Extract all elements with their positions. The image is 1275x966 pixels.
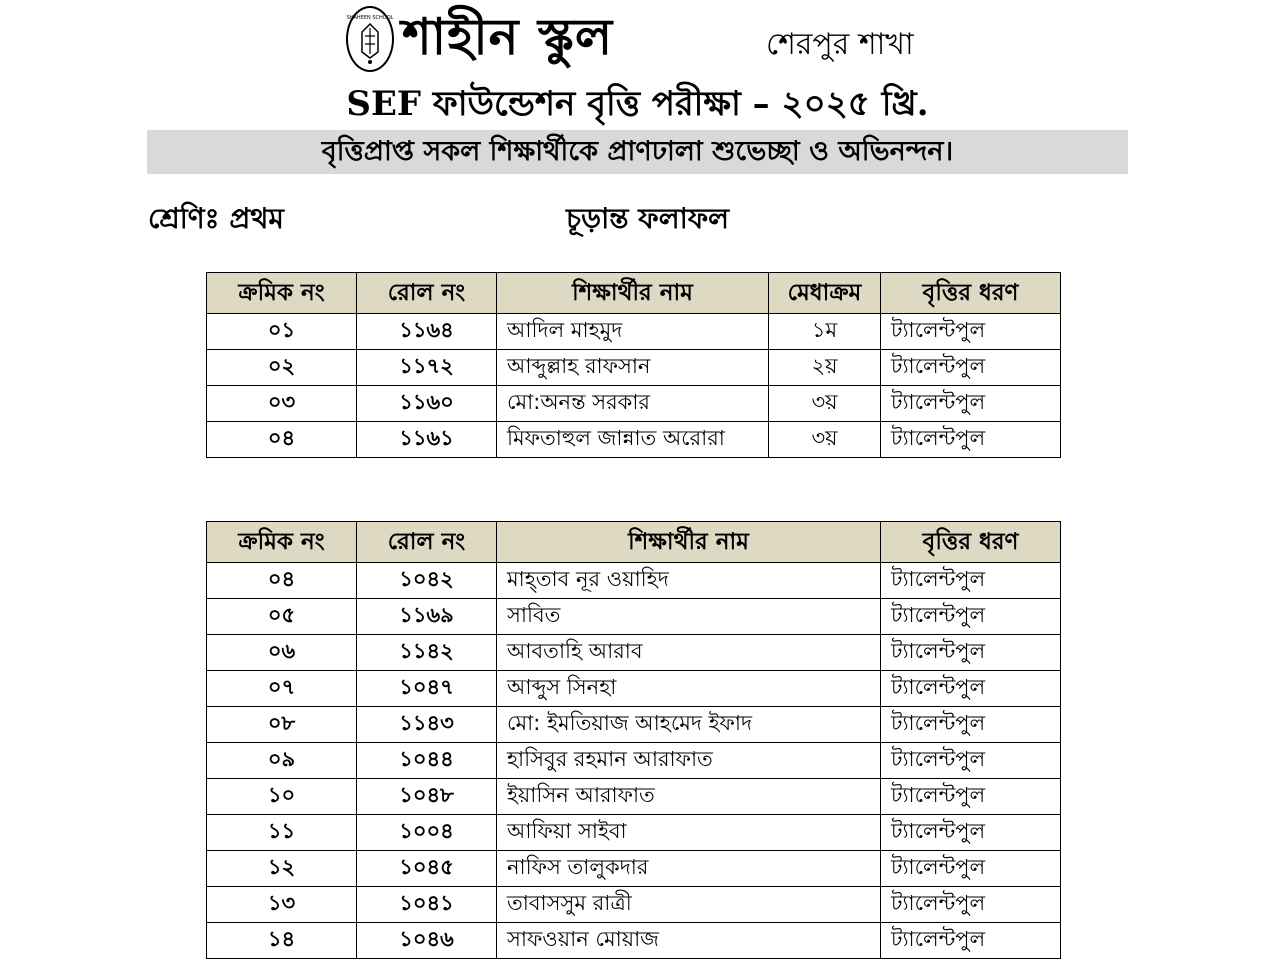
exam-title: SEF ফাউন্ডেশন বৃত্তি পরীক্ষা – ২০২৫ খ্রি. [346, 84, 929, 124]
table-cell: তাবাসসুম রাত্রী [497, 887, 881, 923]
branch-name: শেরপুর শাখা [766, 27, 914, 62]
table-header-row [207, 522, 1061, 563]
table-row [207, 707, 1061, 743]
table-cell: ১০৪৭ [357, 671, 497, 707]
column-header: রোল নং [357, 273, 497, 314]
table-cell: ২য় [769, 350, 881, 386]
column-header: ক্রমিক নং [207, 522, 357, 563]
table-cell: ১ম [769, 314, 881, 350]
table-row [207, 599, 1061, 635]
table-cell: ০২ [207, 350, 357, 386]
table-cell: ০৬ [207, 635, 357, 671]
table-row [207, 422, 1061, 458]
table-cell: আবতাহি আরাব [497, 635, 881, 671]
table-cell: ০৭ [207, 671, 357, 707]
table-cell: আফিয়া সাইবা [497, 815, 881, 851]
table-cell: ১৪ [207, 923, 357, 959]
table-cell: ০৪ [207, 563, 357, 599]
table-cell: ইয়াসিন আরাফাত [497, 779, 881, 815]
column-header: রোল নং [357, 522, 497, 563]
table-cell: ট্যালেন্টপুল [881, 851, 1061, 887]
table-cell: ট্যালেন্টপুল [881, 743, 1061, 779]
table-row [207, 350, 1061, 386]
column-header: ক্রমিক নং [207, 273, 357, 314]
table-row [207, 386, 1061, 422]
table-cell: ট্যালেন্টপুল [881, 386, 1061, 422]
table-cell: ১০৪২ [357, 563, 497, 599]
table-cell: ১০৪৮ [357, 779, 497, 815]
column-header: শিক্ষার্থীর নাম [497, 273, 769, 314]
table-cell: ট্যালেন্টপুল [881, 563, 1061, 599]
table-cell: মাহ্‌তাব নূর ওয়াহিদ [497, 563, 881, 599]
talentpool-table [206, 521, 1061, 959]
table-row [207, 887, 1061, 923]
result-label: চূড়ান্ত ফলাফল [566, 202, 730, 235]
merit-table [206, 272, 1061, 458]
page-header [0, 0, 1275, 80]
table-row [207, 815, 1061, 851]
table-cell: মিফতাহুল জান্নাত অরোরা [497, 422, 769, 458]
table-cell: মো:অনন্ত সরকার [497, 386, 769, 422]
school-name: শাহীন স্কুল [402, 8, 614, 66]
logo-emblem-icon [346, 10, 394, 68]
table-cell: ৩য় [769, 422, 881, 458]
table-cell: মো: ইমতিয়াজ আহমেদ ইফাদ [497, 707, 881, 743]
table-cell: সাবিত [497, 599, 881, 635]
table-cell: আব্দুল্লাহ রাফসান [497, 350, 769, 386]
table-cell: ০১ [207, 314, 357, 350]
table-cell: ট্যালেন্টপুল [881, 314, 1061, 350]
column-header: মেধাক্রম [769, 273, 881, 314]
table-cell: ০৮ [207, 707, 357, 743]
table-cell: ১০০৪ [357, 815, 497, 851]
table-cell: ট্যালেন্টপুল [881, 887, 1061, 923]
table-cell: আব্দুস সিনহা [497, 671, 881, 707]
table-cell: ১১৬০ [357, 386, 497, 422]
table-cell: ট্যালেন্টপুল [881, 422, 1061, 458]
table-cell: ট্যালেন্টপুল [881, 707, 1061, 743]
table-cell: ১১৭২ [357, 350, 497, 386]
table-cell: ৩য় [769, 386, 881, 422]
table-cell: ট্যালেন্টপুল [881, 350, 1061, 386]
column-header: বৃত্তির ধরণ [881, 273, 1061, 314]
table-row [207, 851, 1061, 887]
table-cell: ১১ [207, 815, 357, 851]
class-label: শ্রেণিঃ প্রথম [148, 202, 284, 235]
table-cell: হাসিবুর রহমান আরাফাত [497, 743, 881, 779]
table-cell: ০৩ [207, 386, 357, 422]
table-cell: ট্যালেন্টপুল [881, 815, 1061, 851]
table-cell: ০৯ [207, 743, 357, 779]
school-logo [346, 6, 394, 72]
table-cell: ট্যালেন্টপুল [881, 779, 1061, 815]
table-cell: ১০৪৬ [357, 923, 497, 959]
table-row [207, 635, 1061, 671]
logo-text: SHAHEEN SCHOOL [346, 15, 394, 21]
table-row [207, 779, 1061, 815]
table-cell: ট্যালেন্টপুল [881, 923, 1061, 959]
table-cell: ১১৪৩ [357, 707, 497, 743]
table-row [207, 923, 1061, 959]
table-cell: ১০৪৪ [357, 743, 497, 779]
table-cell: ১১৬৪ [357, 314, 497, 350]
table-cell: ১১৬৯ [357, 599, 497, 635]
table-cell: আদিল মাহমুদ [497, 314, 769, 350]
table-cell: ১১৪২ [357, 635, 497, 671]
table-cell: ট্যালেন্টপুল [881, 635, 1061, 671]
table-cell: ০৪ [207, 422, 357, 458]
column-header: শিক্ষার্থীর নাম [497, 522, 881, 563]
table-cell: সাফওয়ান মোয়াজ [497, 923, 881, 959]
table-row [207, 314, 1061, 350]
table-header-row [207, 273, 1061, 314]
table-cell: নাফিস তালুকদার [497, 851, 881, 887]
column-header: বৃত্তির ধরণ [881, 522, 1061, 563]
table-row [207, 563, 1061, 599]
congratulations-banner: বৃত্তিপ্রাপ্ত সকল শিক্ষার্থীকে প্রাণঢালা শুভেচ্ছা ও অভিনন্দন। [147, 130, 1128, 174]
table-row [207, 671, 1061, 707]
table-row [207, 743, 1061, 779]
table-cell: ট্যালেন্টপুল [881, 671, 1061, 707]
table-cell: ১১৬১ [357, 422, 497, 458]
table-cell: ১০৪১ [357, 887, 497, 923]
table-cell: ১২ [207, 851, 357, 887]
table-cell: ট্যালেন্টপুল [881, 599, 1061, 635]
table-cell: ১৩ [207, 887, 357, 923]
table-cell: ১০৪৫ [357, 851, 497, 887]
table-cell: ০৫ [207, 599, 357, 635]
table-cell: ১০ [207, 779, 357, 815]
